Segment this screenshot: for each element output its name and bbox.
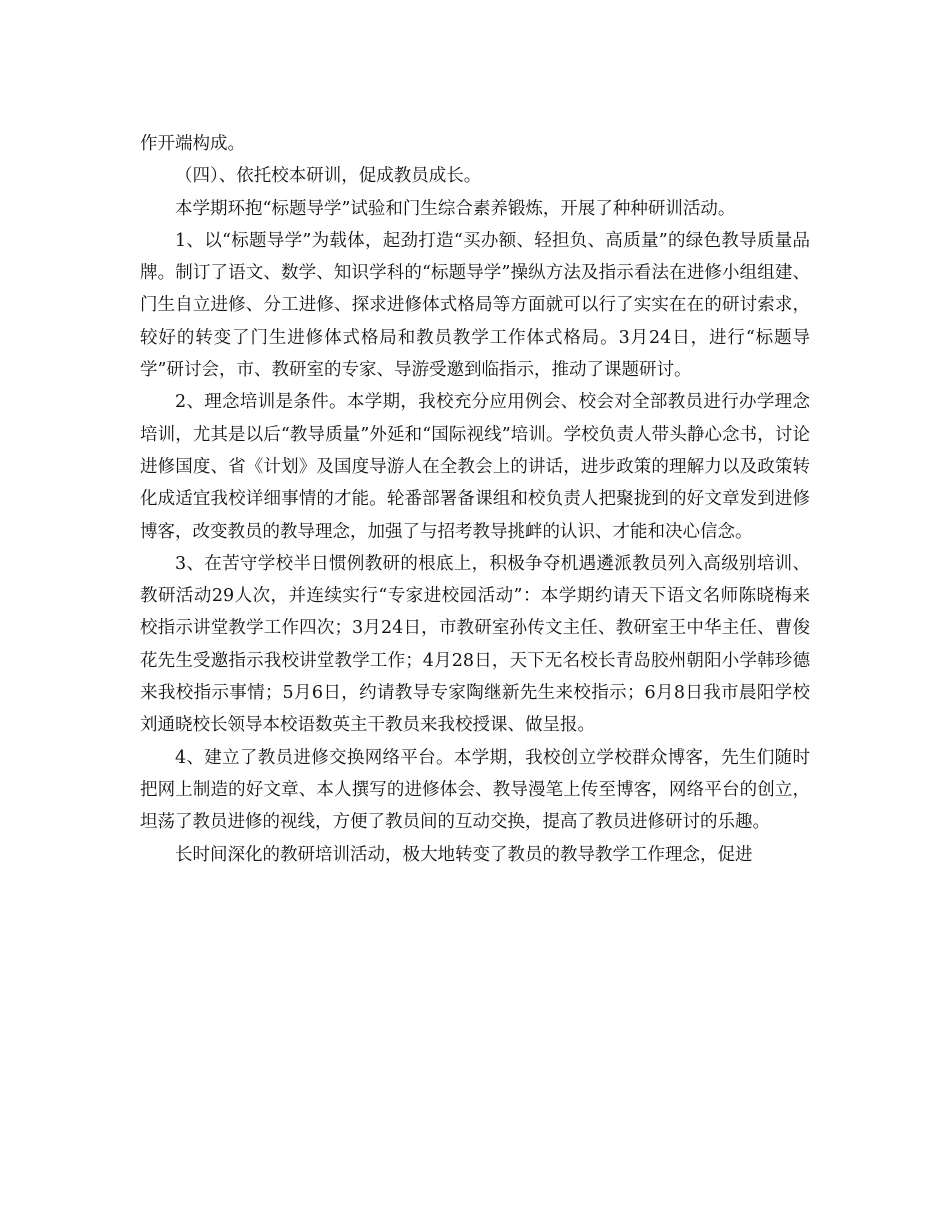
paragraph-conclusion: 长时间深化的教研培训活动，极大地转变了教员的教导教学工作理念，促进 xyxy=(175,844,753,865)
section-heading: （四）、依托校本研训，促成教员成长。 xyxy=(175,166,482,187)
paragraph-item-4: 4、建立了教员进修交换网络平台。本学期，我校创立学校群众博客，先生们随时把网上制造的好文章、本人撰写的进修体会、教导漫笔上传至博客，网络平台的创立，坦荡了教员进修的视线，方便了教员间的互动交换，提高了教员进修研讨的乐趣。 xyxy=(140,747,810,833)
body-text xyxy=(140,128,810,871)
paragraph-item-2: 2、理念培训是条件。本学期，我校充分应用例会、校会对全部教员进行办学理念培训，尤其是以后“教导质量”外延和“国际视线”培训。学校负责人带头静心念书，讨论进修国度、省《计划》及国度导游人在全教会上的讲话，进步政策的理解力以及政策转化成适宜我校详细事情的才能。轮番部署备课组和校负责人把聚拢到的好文章发到进修博客，改变教员的教导理念，加强了与招考教导挑衅的认识、才能和决心信念。 xyxy=(140,392,810,542)
paragraph-item-3: 3、在苦守学校半日惯例教研的根底上，积极争夺机遇遴派教员列入高级别培训、教研活动29人次，并连续实行“专家进校园活动”：本学期约请天下语文名师陈晓梅来校指示讲堂教学工作四次；3月24日，市教研室孙传文主任、教研室王中华主任、曹俊花先生受邀指示我校讲堂教学工作；4月28日，天下无名校长青岛胶州朝阳小学韩珍德来我校指示事情；5月6日，约请教导专家陶继新先生来校指示；6月8日我市晨阳学校刘通晓校长领导本校语数英主干教员来我校授课、做呈报。 xyxy=(140,553,810,736)
paragraph-item-1: 1、以“标题导学”为载体，起劲打造“买办额、轻担负、高质量”的绿色教导质量品牌。制订了语文、数学、知识学科的“标题导学”操纵方法及指示看法在进修小组组建、门生自立进修、分工进修、探求进修体式格局等方面就可以行了实实在在的研讨索求，较好的转变了门生进修体式格局和教员教学工作体式格局。3月24日，进行“标题导学”研讨会，市、教研室的专家、导游受邀到临指示，推动了课题研讨。 xyxy=(140,230,810,381)
paragraph-intro: 本学期环抱“标题导学”试验和门生综合素养锻炼，开展了种种研训活动。 xyxy=(175,198,736,219)
paragraph-continuation: 作开端构成。 xyxy=(140,134,245,154)
